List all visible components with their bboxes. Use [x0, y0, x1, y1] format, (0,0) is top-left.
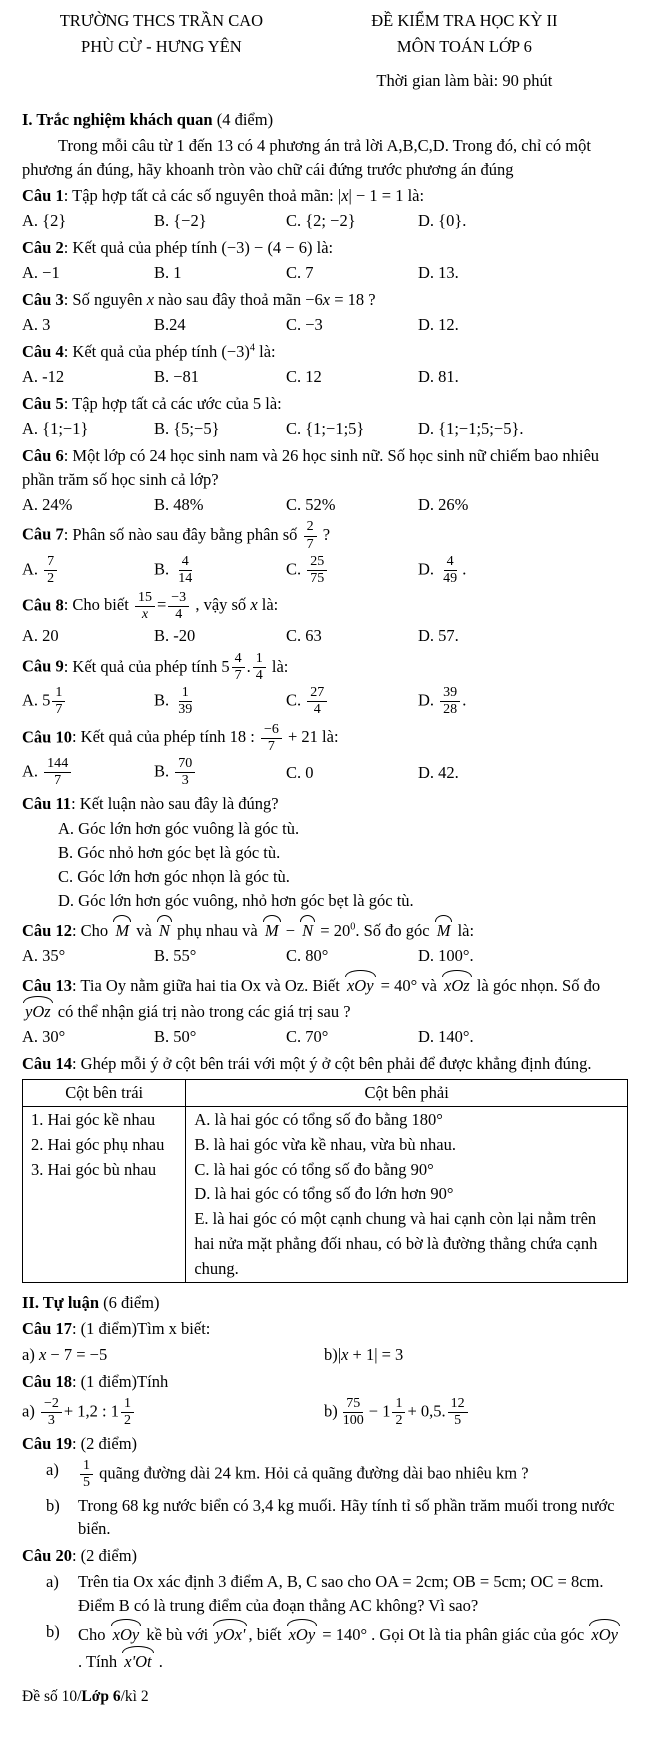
angle-arc: xOy [111, 1620, 142, 1647]
part-b: b)|x + 1| = 3 [324, 1345, 404, 1365]
page-footer: Đề số 10/Lớp 6/kì 2 [22, 1687, 149, 1705]
fraction: $\frac{1}{5}$ [80, 1458, 93, 1491]
answer-option-c: C. {1;−1;5} [286, 418, 365, 438]
question-label: Câu 14 [22, 1054, 72, 1074]
answer-option-a: A. 30° [22, 1027, 66, 1047]
question-label: Câu 9 [22, 656, 64, 676]
answer-options [22, 313, 628, 337]
answer-options [22, 209, 628, 233]
answer-option-b: B. 1 [154, 263, 182, 283]
question-label: Câu 18 [22, 1372, 72, 1392]
part-text: $\frac{1}{5}$ quãng đường dài 24 km. Hỏi cả quãng đường dài bao nhiêu km ? [78, 1458, 628, 1491]
question-cau-20 [22, 1544, 628, 1674]
question-body: : (2 điểm) [71, 1546, 138, 1566]
question-cau-17 [22, 1317, 628, 1367]
answer-option-c: C. 63 [286, 626, 322, 646]
table-header-left: Cột bên trái [23, 1080, 186, 1107]
mcq-question-list [22, 184, 628, 1049]
question-cau-7 [22, 519, 628, 587]
answer-option-b: B. $\frac{4}{14}$ [154, 554, 286, 587]
question-cau-12 [22, 916, 628, 968]
section1-points: (4 điểm) [212, 109, 274, 129]
school-district: PHÙ CỪ - HƯNG YÊN [81, 36, 242, 56]
question-body: : Cho M và N phụ nhau và $M - N = 20^0$. Số đo góc M là: [72, 921, 474, 940]
answer-option-c: C. Góc lớn hơn góc nhọn là góc tù. [58, 866, 290, 886]
angle-arc: xOy [287, 1620, 318, 1647]
question-text [22, 916, 628, 943]
answer-options [22, 624, 628, 648]
question-text [22, 340, 628, 364]
answer-option-d: D. 81. [418, 366, 459, 386]
question-body: : Kết quả của phép tính $(-3)^4$ là: [63, 341, 276, 361]
answer-option-d: D. 57. [418, 626, 459, 646]
question-label: Câu 11 [22, 794, 72, 814]
right-item-d: D. là hai góc có tổng số đo lớn hơn 90° [194, 1184, 454, 1204]
left-item-1: 1. Hai góc kề nhau [31, 1110, 156, 1130]
fraction: $\frac{75}{100}$ [342, 1396, 364, 1429]
angle-arc: M [113, 916, 131, 943]
answer-option-c: C. 12 [286, 366, 322, 386]
answer-option-b: B. -20 [154, 626, 196, 646]
answer-options [22, 685, 628, 718]
question-text [22, 1544, 628, 1568]
question-body: : (1 điểm)Tính [71, 1372, 169, 1392]
part-label: b) [46, 1495, 60, 1515]
left-item-3: 3. Hai góc bù nhau [31, 1159, 157, 1179]
section1-title: I. Trắc nghiệm khách quan [22, 109, 213, 129]
fraction: $\frac{1}{2}$ [121, 1396, 134, 1429]
answer-option-d: D. $\frac{39}{28}$ . [418, 685, 467, 718]
question-text [22, 236, 628, 260]
question-label: Câu 13 [22, 975, 72, 995]
answer-option-b: B. {−2} [154, 211, 207, 231]
exam-subject: MÔN TOÁN LỚP 6 [396, 36, 532, 56]
part-a: a) x − 7 = −5 [22, 1345, 108, 1365]
answer-options [22, 417, 628, 441]
question-body: : Ghép mỗi ý ở cột bên trái với một ý ở cột bên phải để được khẳng định đúng. [71, 1054, 592, 1074]
section2-points: (6 điểm) [99, 1293, 160, 1313]
right-item-c: C. là hai góc có tổng số đo bằng 90° [194, 1159, 434, 1179]
angle-arc: N [300, 916, 315, 943]
question-body: : Cho biết $\frac{15}{x}$ = $\frac{-3}{4}$ , vậy số x là: [63, 589, 279, 623]
part-text: Cho xOy kề bù với yOx' , biết xOy = 140° . Gọi Ot là tia phân giác của góc xOy . Tính x'Ot . [78, 1620, 628, 1674]
answer-option-c: C. 0 [286, 762, 314, 782]
answer-option-a: A. −1 [22, 263, 60, 283]
question-body: : Số nguyên x nào sau đây thoả mãn −6x = 18 ? [63, 290, 376, 310]
part-label: a) [46, 1460, 59, 1480]
answer-options [22, 365, 628, 389]
section2-title: II. Tự luận [22, 1293, 100, 1313]
question-cau-14 [22, 1052, 628, 1076]
answer-options [22, 493, 628, 517]
answer-option-a: A. Góc lớn hơn góc vuông là góc tù. [58, 819, 300, 839]
answer-option-d: D. 42. [418, 762, 459, 782]
answer-option-a: A. {2} [22, 211, 67, 231]
question-label: Câu 5 [22, 393, 64, 413]
right-item-e: E. là hai góc có một cạnh chung và hai cạnh còn lại nằm trên hai nửa mặt phẳng đối nhau, có bờ là đường thẳng chứa cạnh chung. [194, 1209, 598, 1278]
table-header-right: Cột bên phải [186, 1080, 628, 1107]
answer-option-c: C. 7 [286, 263, 314, 283]
fraction: $\frac{7}{2}$ [44, 554, 57, 587]
question-label: Câu 8 [22, 595, 64, 615]
question-label: Câu 19 [22, 1434, 72, 1454]
fraction: $\frac{1}{7}$ [52, 685, 65, 718]
fraction: $\frac{1}{39}$ [178, 685, 193, 718]
angle-arc: xOy [345, 971, 376, 998]
answer-option-b: B. 50° [154, 1027, 197, 1047]
answer-options [22, 1025, 628, 1049]
question-body: : Tập hợp tất cả các số nguyên thoả mãn: |x| − 1 = 1 là: [63, 186, 425, 206]
fraction: $\frac{4}{49}$ [443, 553, 458, 586]
question-cau-5 [22, 392, 628, 441]
question-text [22, 184, 628, 208]
question-parts [22, 1343, 628, 1367]
fraction: $\frac{27}{4}$ [307, 685, 327, 718]
answer-option-a: A. 35° [22, 945, 66, 965]
fraction: $\frac{4}{7}$ [232, 651, 245, 684]
part-b [22, 1494, 628, 1542]
part-label: a) [46, 1572, 59, 1592]
question-text [22, 590, 628, 623]
table-body-row [23, 1107, 628, 1283]
question-cau-18 [22, 1370, 628, 1429]
question-text [22, 1317, 628, 1341]
question-cau-4 [22, 340, 628, 389]
answer-option-b: B.24 [154, 315, 186, 335]
answer-option-d: D. Góc lớn hơn góc vuông, nhỏ hơn góc bẹt là góc tù. [58, 890, 414, 910]
angle-arc: xOy [589, 1620, 620, 1647]
fraction: $\frac{2}{7}$ [304, 519, 317, 552]
question-label: Câu 7 [22, 524, 64, 544]
answer-option-c: C. 52% [286, 494, 336, 514]
right-item-b: B. là hai góc vừa kề nhau, vừa bù nhau. [194, 1134, 456, 1154]
answer-option-d: D. 13. [418, 263, 459, 283]
answer-option-d: D. 12. [418, 315, 459, 335]
answer-option-a: A. $\frac{7}{2}$ [22, 554, 154, 587]
question-cau-8 [22, 590, 628, 648]
question-text [22, 288, 628, 312]
table-cell-right [186, 1107, 628, 1283]
answer-option-a: A. 24% [22, 494, 73, 514]
question-text [22, 792, 628, 816]
school-info [22, 8, 301, 94]
part-label: b) [46, 1622, 60, 1642]
answer-option-d: D. 100°. [418, 945, 474, 965]
answer-option-b: B. $\frac{70}{3}$ [154, 756, 286, 789]
angle-arc: x'Ot [122, 1647, 153, 1674]
exam-title: ĐỀ KIỂM TRA HỌC KỲ II [371, 11, 558, 30]
section1-heading [22, 108, 628, 132]
left-item-2: 2. Hai góc phụ nhau [31, 1134, 165, 1154]
question-text [22, 1370, 628, 1394]
answer-option-b: B. {5;−5} [154, 418, 220, 438]
question-label: Câu 20 [22, 1546, 72, 1566]
answer-option-c: C. $\frac{25}{75}$ [286, 554, 418, 587]
answer-option-b: B. 48% [154, 494, 204, 514]
question-cau-13 [22, 971, 628, 1050]
fraction: $\frac{15}{x}$ [135, 590, 155, 623]
angle-arc: yOx' [213, 1620, 247, 1647]
answer-option-d: D. $\frac{4}{49}$ . [418, 553, 467, 586]
section1-instructions: Trong mỗi câu từ 1 đến 13 có 4 phương án trả lời A,B,C,D. Trong đó, chỉ có một phương án đúng, hãy khoanh tròn vào chữ cái đứng trước phương án đúng [22, 135, 591, 179]
question-body: : (2 điểm) [71, 1434, 138, 1454]
question-cau-3 [22, 288, 628, 337]
part-a [22, 1458, 628, 1491]
answer-option-c: C. −3 [286, 315, 323, 335]
answer-options [22, 817, 628, 913]
part-text: Trên tia Ox xác định 3 điểm A, B, C sao cho OA = 2cm; OB = 5cm; OC = 8cm. Điểm B có là trung điểm của đoạn thẳng AC không? Vì sao? [78, 1572, 604, 1616]
part-a [22, 1570, 628, 1618]
question-body: : (1 điểm)Tìm x biết: [71, 1319, 211, 1339]
fraction: $\frac{12}{5}$ [448, 1396, 468, 1429]
exam-info [301, 8, 628, 94]
question-cau-11 [22, 792, 628, 913]
angle-arc: M [263, 916, 281, 943]
table-cell-left [23, 1107, 186, 1283]
question-text [22, 392, 628, 416]
answer-option-b: B. Góc nhỏ hơn góc bẹt là góc tù. [58, 842, 281, 862]
exam-duration: Thời gian làm bài: 90 phút [376, 71, 553, 91]
answer-option-a: A. 3 [22, 315, 51, 335]
question-body: : Một lớp có 24 học sinh nam và 26 học sinh nữ. Số học sinh nữ chiếm bao nhiêu phần trăm số học sinh cả lớp? [22, 445, 600, 489]
question-body: : Phân số nào sau đây bằng phân số $\frac{2}{7}$ ? [63, 519, 331, 552]
fraction: $\frac{39}{28}$ [440, 685, 460, 718]
answer-option-d: D. {1;−1;5;−5}. [418, 418, 524, 438]
answer-option-a: A. $\frac{144}{7}$ [22, 756, 154, 789]
angle-arc: M [435, 916, 453, 943]
answer-option-a: A. 20 [22, 626, 59, 646]
answer-option-c: C. $\frac{27}{4}$ [286, 685, 418, 718]
fraction: $\frac{-3}{4}$ [168, 590, 189, 623]
answer-option-c: C. {2; −2} [286, 211, 356, 231]
answer-option-d: D. {0}. [418, 211, 467, 231]
answer-option-b: B. $\frac{1}{39}$ [154, 685, 286, 718]
fraction: $\frac{1}{2}$ [392, 1396, 405, 1429]
document-header [22, 8, 628, 94]
question-body: : Kết quả của phép tính 5 $\frac{4}{7}$ . $\frac{1}{4}$ là: [63, 651, 289, 684]
answer-option-a: A. 5 $\frac{1}{7}$ [22, 685, 154, 718]
fraction: $\frac{-6}{7}$ [261, 722, 282, 755]
fraction: $\frac{-2}{3}$ [41, 1396, 62, 1429]
part-text: Trong 68 kg nước biển có 3,4 kg muối. Hãy tính tỉ số phần trăm muối trong nước biển. [78, 1495, 615, 1539]
question-cau-10 [22, 722, 628, 790]
part-b: b) $\frac{75}{100}$ − 1 $\frac{1}{2}$ + 0,5. $\frac{12}{5}$ [324, 1396, 628, 1429]
question-body: : Tia Oy nằm giữa hai tia Ox và Oz. Biết xOy = 40° và xOz là góc nhọn. Số đo yOz có thể nhận giá trị nào trong các giá trị sau ? [22, 976, 600, 1022]
part-a: a) $\frac{-2}{3}$ + 1,2 : 1 $\frac{1}{2}$ [22, 1396, 324, 1429]
question-cau-2 [22, 236, 628, 285]
fraction: $\frac{144}{7}$ [44, 756, 71, 789]
part-b [22, 1620, 628, 1674]
angle-arc: N [157, 916, 172, 943]
school-name: TRƯỜNG THCS TRẦN CAO [59, 11, 264, 30]
question-body: : Kết quả của phép tính (−3) − (4 − 6) là: [63, 238, 334, 258]
angle-arc: xOz [442, 971, 472, 998]
answer-options [22, 261, 628, 285]
answer-option-a: A. {1;−1} [22, 418, 89, 438]
question-label: Câu 3 [22, 290, 64, 310]
question-label: Câu 6 [22, 445, 64, 465]
answer-options [22, 554, 628, 587]
question-parts [22, 1396, 628, 1429]
question-label: Câu 12 [22, 920, 72, 940]
matching-table [22, 1079, 628, 1283]
question-text [22, 1432, 628, 1456]
answer-options [22, 756, 628, 789]
question-text [22, 444, 628, 492]
question-text [22, 1052, 628, 1076]
answer-option-c: C. 80° [286, 945, 329, 965]
question-body: : Tập hợp tất cả các ước của 5 là: [63, 393, 282, 413]
table-header-row [23, 1080, 628, 1107]
section2-heading [22, 1291, 628, 1315]
answer-option-c: C. 70° [286, 1027, 329, 1047]
question-text [22, 722, 628, 755]
question-cau-1 [22, 184, 628, 233]
fraction: $\frac{4}{14}$ [178, 553, 193, 586]
question-text [22, 971, 628, 1025]
answer-options [22, 944, 628, 968]
answer-option-b: B. −81 [154, 366, 200, 386]
question-text [22, 519, 628, 552]
answer-option-a: A. -12 [22, 366, 65, 386]
right-item-a: A. là hai góc có tổng số đo bằng 180° [194, 1110, 443, 1130]
fraction: $\frac{70}{3}$ [175, 756, 195, 789]
question-label: Câu 10 [22, 727, 72, 747]
question-cau-19 [22, 1432, 628, 1541]
question-body: : Kết quả của phép tính 18 : $\frac{-6}{7}$ + 21 là: [71, 721, 339, 754]
answer-option-d: D. 26% [418, 494, 469, 514]
angle-arc: yOz [23, 997, 53, 1024]
question-label: Câu 4 [22, 341, 64, 361]
answer-option-d: D. 140°. [418, 1027, 474, 1047]
question-label: Câu 17 [22, 1319, 72, 1339]
question-body: : Kết luận nào sau đây là đúng? [71, 794, 279, 814]
fraction: $\frac{1}{4}$ [253, 651, 266, 684]
question-text [22, 651, 628, 684]
answer-option-b: B. 55° [154, 945, 197, 965]
question-label: Câu 1 [22, 186, 64, 206]
fraction: $\frac{25}{75}$ [307, 554, 327, 587]
question-cau-9 [22, 651, 628, 719]
question-cau-6 [22, 444, 628, 517]
question-label: Câu 2 [22, 238, 64, 258]
